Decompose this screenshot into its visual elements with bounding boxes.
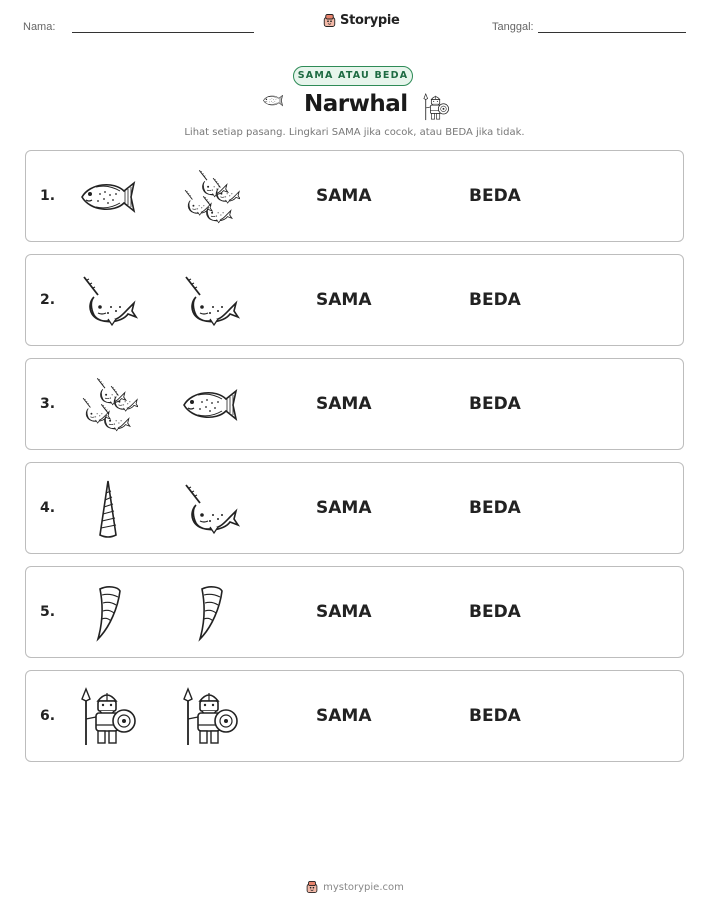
flounder-fish-icon: [256, 95, 290, 117]
question-row-4: [25, 462, 684, 554]
narwhal-icon: [180, 271, 240, 331]
question-number: 3.: [40, 396, 56, 412]
same-option[interactable]: SAMA: [316, 186, 372, 206]
narwhal-icon: [180, 479, 240, 539]
viking-warrior-icon: [422, 92, 450, 122]
question-row-2: [25, 254, 684, 346]
different-option[interactable]: BEDA: [469, 498, 521, 518]
different-option[interactable]: BEDA: [469, 706, 521, 726]
storypie-mascot-icon: [305, 880, 319, 894]
question-row-5: [25, 566, 684, 658]
question-row-3: [25, 358, 684, 450]
footer: [0, 880, 709, 894]
same-option[interactable]: SAMA: [316, 394, 372, 414]
different-option[interactable]: BEDA: [469, 394, 521, 414]
same-option[interactable]: SAMA: [316, 498, 372, 518]
same-option[interactable]: SAMA: [316, 706, 372, 726]
curved-horn-icon: [180, 583, 240, 643]
activity-badge: SAMA ATAU BEDA: [293, 66, 413, 86]
viking-warrior-icon: [78, 687, 138, 747]
narwhal-icon: [78, 271, 138, 331]
question-number: 4.: [40, 500, 56, 516]
question-number: 6.: [40, 708, 56, 724]
question-number: 1.: [40, 188, 56, 204]
name-field[interactable]: [72, 32, 254, 33]
flounder-fish-icon: [78, 167, 138, 227]
same-option[interactable]: SAMA: [316, 290, 372, 310]
narwhal-tusk-icon: [78, 479, 138, 539]
brand-name: Storypie: [340, 13, 400, 28]
question-number: 2.: [40, 292, 56, 308]
storypie-mascot-icon: [322, 13, 337, 28]
worksheet-header: [0, 0, 709, 50]
date-field[interactable]: [538, 32, 686, 33]
question-row-1: [25, 150, 684, 242]
instructions: Lihat setiap pasang. Lingkari SAMA jika cocok, atau BEDA jika tidak.: [184, 127, 525, 138]
question-row-6: [25, 670, 684, 762]
flounder-fish-icon: [180, 375, 240, 435]
different-option[interactable]: BEDA: [469, 290, 521, 310]
narwhal-pod-icon: [78, 375, 138, 435]
brand-logo: [322, 13, 400, 28]
different-option[interactable]: BEDA: [469, 602, 521, 622]
different-option[interactable]: BEDA: [469, 186, 521, 206]
curved-horn-icon: [78, 583, 138, 643]
date-label: Tanggal:: [492, 21, 534, 33]
viking-warrior-icon: [180, 687, 240, 747]
narwhal-pod-icon: [180, 167, 240, 227]
name-label: Nama:: [23, 21, 56, 33]
footer-url[interactable]: mystorypie.com: [323, 881, 404, 893]
page-title: Narwhal: [304, 91, 408, 117]
title-row: [0, 90, 709, 126]
question-number: 5.: [40, 604, 56, 620]
same-option[interactable]: SAMA: [316, 602, 372, 622]
